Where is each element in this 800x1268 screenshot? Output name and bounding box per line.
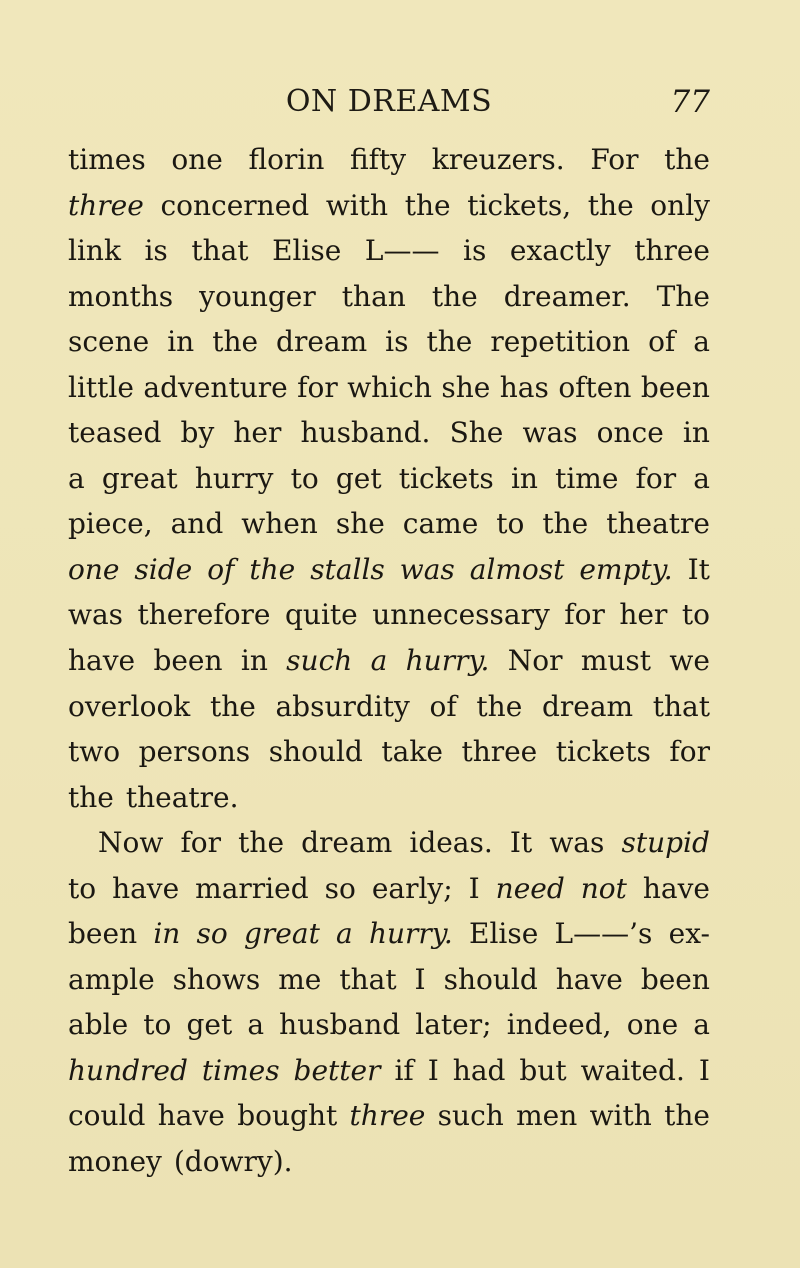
word: often bbox=[558, 370, 632, 404]
word: dream bbox=[541, 689, 634, 723]
word: by bbox=[180, 416, 215, 450]
word: a bbox=[693, 461, 710, 495]
text-line bbox=[68, 410, 710, 456]
word: dream bbox=[301, 826, 393, 860]
text-line bbox=[68, 228, 710, 274]
text-line bbox=[68, 1093, 710, 1139]
word: that bbox=[339, 962, 397, 996]
word: once bbox=[596, 416, 664, 450]
text-line bbox=[68, 866, 710, 912]
word: was bbox=[549, 826, 605, 860]
word: ideas. bbox=[409, 826, 493, 860]
word: have bbox=[68, 644, 136, 678]
word: to bbox=[290, 461, 319, 495]
word: times bbox=[201, 1053, 280, 1087]
text-line bbox=[68, 319, 710, 365]
word: adventure bbox=[143, 370, 288, 404]
word: in bbox=[153, 917, 181, 951]
word: hundred bbox=[68, 1053, 188, 1087]
word: early; bbox=[371, 871, 453, 905]
word: Elise bbox=[272, 234, 342, 268]
word: hurry bbox=[194, 461, 274, 495]
word: one bbox=[68, 552, 120, 586]
word: It bbox=[687, 552, 710, 586]
word: I bbox=[468, 871, 480, 905]
word: with bbox=[589, 1099, 652, 1133]
word: a bbox=[370, 644, 388, 678]
word: tickets, bbox=[467, 188, 572, 222]
word: fifty bbox=[350, 143, 407, 176]
word: great bbox=[244, 917, 320, 951]
word: the bbox=[209, 689, 256, 723]
word: Nor bbox=[507, 644, 563, 678]
page-number: 77 bbox=[670, 84, 710, 120]
word: to bbox=[496, 507, 525, 541]
word: the bbox=[587, 188, 634, 222]
text-line bbox=[68, 137, 710, 183]
word: a bbox=[336, 917, 353, 951]
word: dreamer. bbox=[503, 279, 631, 313]
word: than bbox=[341, 279, 406, 313]
word: bought bbox=[237, 1099, 338, 1133]
word: need bbox=[495, 871, 565, 905]
word: I bbox=[698, 1053, 710, 1087]
word: married bbox=[195, 871, 309, 905]
word: been bbox=[153, 644, 223, 678]
text-line bbox=[68, 1139, 710, 1185]
word: able bbox=[68, 1008, 129, 1042]
text-line bbox=[68, 911, 710, 957]
word: she bbox=[441, 370, 491, 404]
text-line bbox=[68, 775, 710, 821]
text-line bbox=[68, 456, 710, 502]
word: great bbox=[101, 461, 178, 495]
chapter-title: ON DREAMS bbox=[285, 84, 493, 119]
word: the bbox=[542, 507, 589, 541]
word: piece, bbox=[68, 507, 153, 541]
word: florin bbox=[248, 143, 325, 176]
word: stalls bbox=[310, 552, 385, 586]
word: I bbox=[427, 1053, 439, 1087]
word: for bbox=[635, 461, 677, 495]
word: little bbox=[68, 370, 134, 404]
word: time bbox=[555, 461, 619, 495]
word: have bbox=[642, 871, 710, 905]
word: and bbox=[170, 507, 224, 541]
word: get bbox=[335, 461, 382, 495]
word: almost bbox=[469, 552, 565, 586]
text-line bbox=[68, 1048, 710, 1094]
word: therefore bbox=[137, 598, 271, 632]
word: a bbox=[68, 461, 85, 495]
word: is bbox=[144, 234, 168, 268]
word: younger bbox=[199, 279, 316, 313]
word: concerned bbox=[160, 188, 310, 222]
text-line bbox=[68, 638, 710, 684]
word: was bbox=[68, 598, 124, 632]
word: theatre. bbox=[125, 780, 239, 814]
word: take bbox=[381, 735, 443, 769]
word: such bbox=[437, 1099, 504, 1133]
word: to bbox=[143, 1008, 172, 1042]
word: a bbox=[693, 325, 710, 359]
word: been bbox=[640, 962, 710, 996]
word: been bbox=[640, 370, 710, 404]
text-line bbox=[68, 547, 710, 593]
word: been bbox=[68, 917, 138, 951]
word: but bbox=[519, 1053, 567, 1087]
word: have bbox=[157, 1099, 225, 1133]
word: husband. bbox=[300, 416, 431, 450]
word: that bbox=[191, 234, 249, 268]
text-line bbox=[68, 1002, 710, 1048]
word: with bbox=[325, 188, 389, 222]
word: For bbox=[590, 143, 639, 176]
word: the bbox=[476, 689, 523, 723]
word: was bbox=[399, 552, 455, 586]
word: exactly bbox=[509, 234, 611, 268]
word: overlook bbox=[68, 689, 191, 723]
word: men bbox=[516, 1099, 578, 1133]
word: not bbox=[580, 871, 627, 905]
word: a bbox=[247, 1008, 265, 1042]
word: the bbox=[238, 826, 285, 860]
word: which bbox=[347, 370, 432, 404]
text-line bbox=[68, 501, 710, 547]
word: the bbox=[404, 188, 451, 222]
word: she bbox=[335, 507, 385, 541]
word: three bbox=[634, 234, 710, 268]
word: a bbox=[693, 1008, 710, 1042]
word: could bbox=[68, 1099, 146, 1133]
word: came bbox=[402, 507, 479, 541]
word: teased bbox=[68, 416, 162, 450]
word: in bbox=[240, 644, 268, 678]
word: unnecessary bbox=[372, 598, 550, 632]
text-line bbox=[68, 729, 710, 775]
word: money bbox=[68, 1145, 162, 1179]
word: of bbox=[648, 325, 676, 359]
word: L——’s bbox=[554, 917, 653, 951]
word: must bbox=[580, 644, 652, 678]
word: scene bbox=[68, 325, 150, 359]
text-line bbox=[68, 274, 710, 320]
body-text bbox=[68, 137, 710, 1185]
word: the bbox=[212, 325, 259, 359]
word: so bbox=[196, 917, 228, 951]
word: me bbox=[278, 962, 322, 996]
word: The bbox=[656, 279, 710, 313]
word: have bbox=[112, 871, 180, 905]
word: for bbox=[669, 735, 710, 769]
word: when bbox=[241, 507, 318, 541]
word: her bbox=[233, 416, 282, 450]
word: in bbox=[682, 416, 710, 450]
word: should bbox=[268, 735, 363, 769]
text-line bbox=[68, 365, 710, 411]
word: three bbox=[68, 188, 144, 222]
word: so bbox=[324, 871, 356, 905]
word: two bbox=[68, 735, 121, 769]
text-line bbox=[68, 183, 710, 229]
word: the bbox=[431, 279, 478, 313]
word: tickets bbox=[555, 735, 651, 769]
word: better bbox=[293, 1053, 381, 1087]
text-line bbox=[68, 820, 710, 866]
word: get bbox=[186, 1008, 233, 1042]
word: months bbox=[68, 279, 174, 313]
word: had bbox=[452, 1053, 506, 1087]
word: (dowry). bbox=[173, 1145, 293, 1179]
word: the bbox=[664, 143, 710, 176]
word: repetition bbox=[490, 325, 631, 359]
word: quite bbox=[285, 598, 358, 632]
word: the bbox=[664, 1099, 710, 1133]
word: of bbox=[207, 552, 235, 586]
word: Elise bbox=[469, 917, 539, 951]
word: should bbox=[443, 962, 538, 996]
word: such bbox=[286, 644, 353, 678]
word: hurry. bbox=[405, 644, 490, 678]
word: in bbox=[510, 461, 538, 495]
word: Now bbox=[98, 826, 164, 860]
word: one bbox=[171, 143, 223, 176]
word: is bbox=[385, 325, 409, 359]
word: in bbox=[167, 325, 195, 359]
word: empty. bbox=[579, 552, 673, 586]
word: has bbox=[499, 370, 549, 404]
word: It bbox=[509, 826, 533, 860]
word: stupid bbox=[621, 826, 710, 860]
word: absurdity bbox=[275, 689, 410, 723]
word: kreuzers. bbox=[431, 143, 565, 176]
word: times bbox=[68, 143, 146, 176]
word: for bbox=[564, 598, 605, 632]
running-head bbox=[68, 84, 710, 126]
word: was bbox=[522, 416, 578, 450]
text-line bbox=[68, 684, 710, 730]
word: ample bbox=[68, 962, 155, 996]
word: have bbox=[555, 962, 623, 996]
word: She bbox=[449, 416, 504, 450]
word: dream bbox=[276, 325, 368, 359]
word: the bbox=[249, 552, 296, 586]
word: of bbox=[429, 689, 457, 723]
word: later; bbox=[415, 1008, 492, 1042]
word: waited. bbox=[580, 1053, 685, 1087]
word: three bbox=[349, 1099, 426, 1133]
word: ex- bbox=[668, 917, 710, 951]
word: to bbox=[68, 871, 97, 905]
word: persons bbox=[138, 735, 251, 769]
word: the bbox=[68, 780, 114, 814]
word: is bbox=[463, 234, 487, 268]
word: that bbox=[652, 689, 710, 723]
word: the bbox=[426, 325, 473, 359]
word: I bbox=[414, 962, 426, 996]
word: we bbox=[669, 644, 710, 678]
word: three bbox=[461, 735, 538, 769]
word: for bbox=[297, 370, 338, 404]
word: shows bbox=[172, 962, 261, 996]
word: side bbox=[134, 552, 193, 586]
text-line bbox=[68, 957, 710, 1003]
word: hurry. bbox=[368, 917, 453, 951]
word: only bbox=[650, 188, 710, 222]
word: one bbox=[626, 1008, 679, 1042]
word: her bbox=[619, 598, 668, 632]
word: theatre bbox=[606, 507, 710, 541]
word: if bbox=[394, 1053, 414, 1087]
text-line bbox=[68, 592, 710, 638]
word: for bbox=[180, 826, 222, 860]
word: indeed, bbox=[506, 1008, 612, 1042]
word: link bbox=[68, 234, 121, 268]
word: L—— bbox=[364, 234, 440, 268]
word: to bbox=[681, 598, 710, 632]
word: tickets bbox=[398, 461, 494, 495]
word: husband bbox=[279, 1008, 401, 1042]
